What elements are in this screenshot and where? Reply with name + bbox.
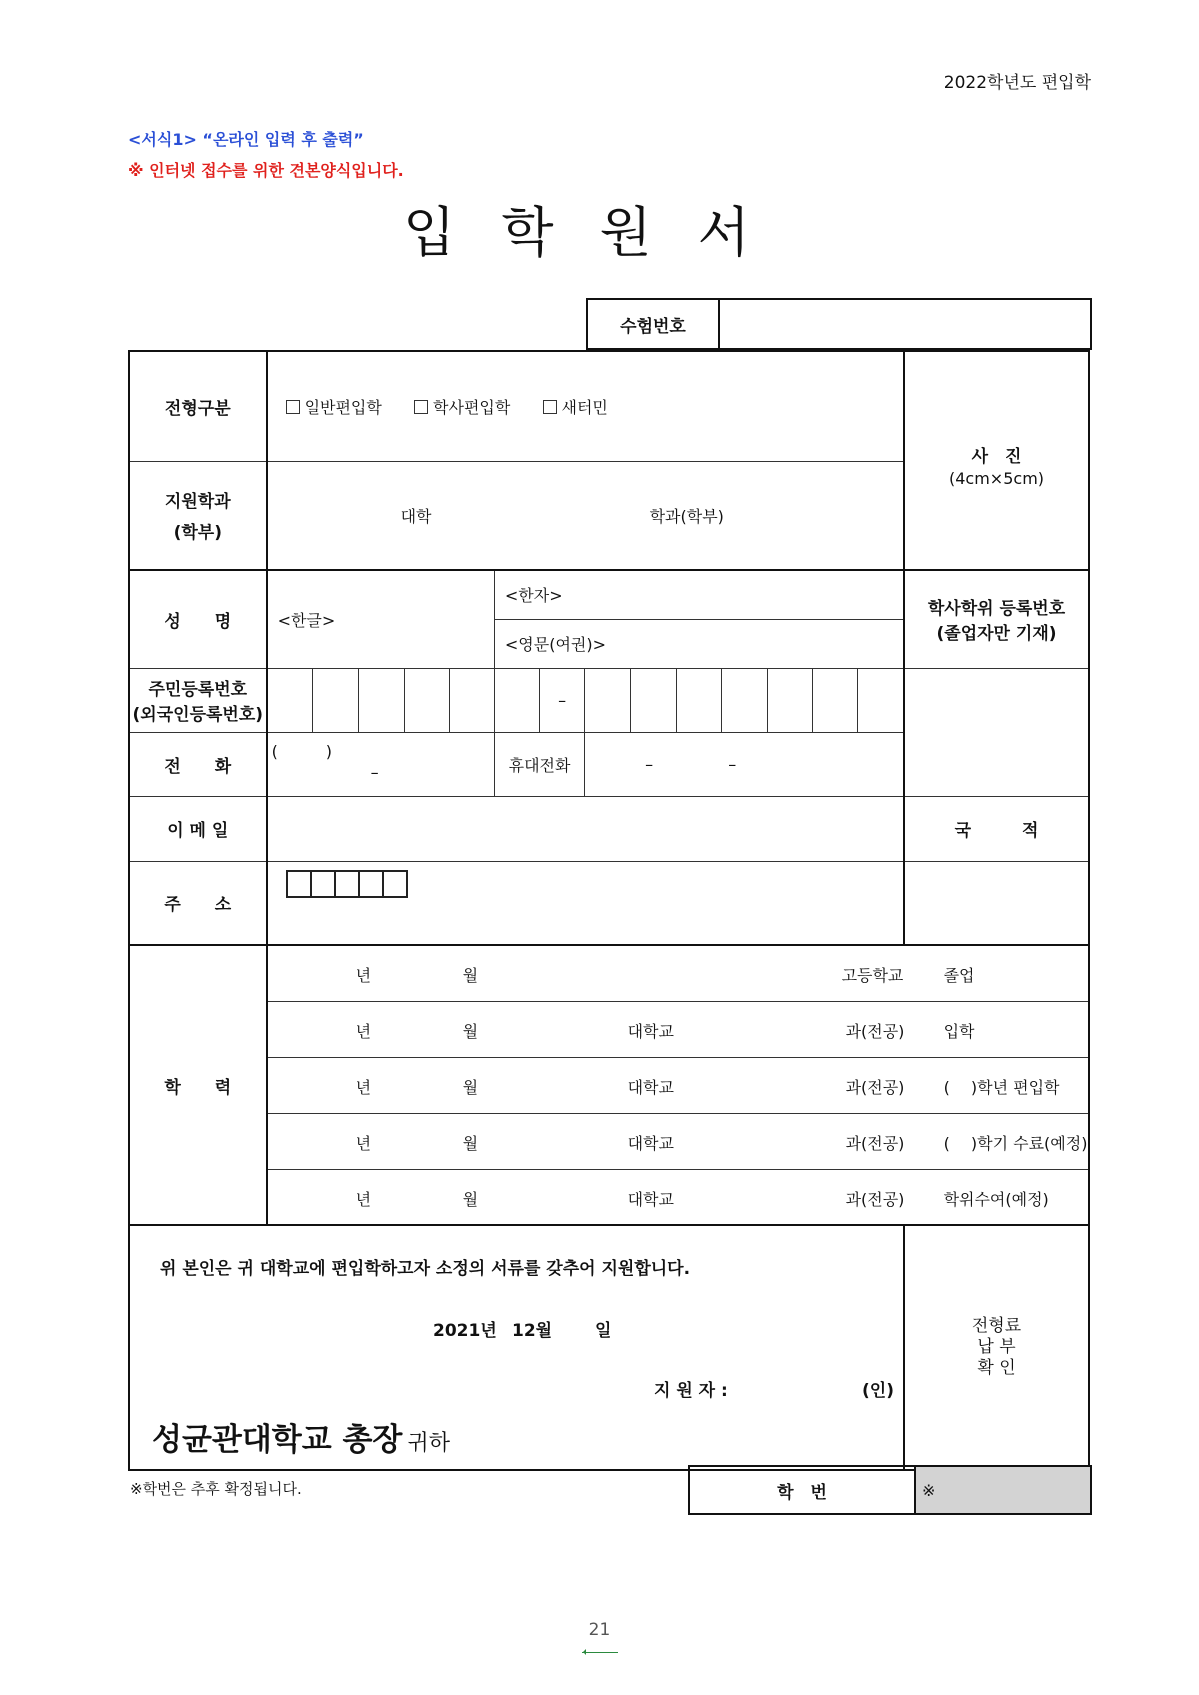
footer-note: ※학번은 추후 확정됩니다.: [130, 1480, 302, 1498]
page-marker-line: [582, 1652, 618, 1653]
education-row[interactable]: 년 월 대학교 과(전공) 입학: [267, 1001, 1089, 1057]
department-label: 지원학과 (학부): [129, 461, 267, 570]
hanja-name-field[interactable]: <한자>: [494, 570, 904, 619]
exam-number-label: 수험번호: [587, 299, 719, 349]
declaration-statement: 위 본인은 귀 대학교에 편입학하고자 소정의 서류를 갖추어 지원합니다.: [160, 1259, 691, 1279]
resident-digit[interactable]: [313, 668, 359, 732]
resident-digit[interactable]: [813, 668, 858, 732]
nationality-label: 국 적: [904, 796, 1089, 861]
education-label: 학 력: [129, 945, 267, 1225]
university-suffix: 대학: [400, 506, 432, 526]
major-suffix: 학과(학부): [649, 506, 724, 526]
resident-digit[interactable]: [721, 668, 767, 732]
resident-digit[interactable]: [676, 668, 721, 732]
english-name-field[interactable]: <영문(여권)>: [494, 619, 904, 668]
applicant-label: 지 원 자 :: [654, 1381, 728, 1401]
declaration-day: 일: [595, 1321, 612, 1341]
checkbox[interactable]: [543, 400, 557, 414]
phone-dash: –: [370, 762, 379, 782]
resident-digit[interactable]: [449, 668, 494, 732]
degree-registration-label: 학사학위 등록번호 (졸업자만 기재): [904, 570, 1089, 668]
checkbox[interactable]: [286, 400, 300, 414]
student-number-table: [688, 1465, 1092, 1515]
resident-digit[interactable]: [494, 668, 539, 732]
bachelor-transfer-option[interactable]: 학사편입학: [414, 398, 510, 417]
resident-digit[interactable]: [359, 668, 404, 732]
phone-field[interactable]: [267, 732, 495, 796]
declaration-block: [129, 1225, 904, 1470]
checkbox[interactable]: [414, 400, 428, 414]
addressee: 성균관대학교 총장 귀하: [152, 1422, 450, 1458]
email-field[interactable]: [267, 796, 904, 861]
korean-name-field[interactable]: <한글>: [267, 570, 495, 668]
resident-digit[interactable]: [404, 668, 449, 732]
selection-type-label: 전형구분: [129, 351, 267, 461]
address-label: 주 소: [129, 861, 267, 945]
application-form-table: [128, 350, 1090, 1471]
resident-digit[interactable]: [267, 668, 313, 732]
name-label: 성 명: [129, 570, 267, 668]
page-number: 21: [588, 1620, 611, 1640]
resident-digit[interactable]: [858, 668, 904, 732]
seal-label: (인): [862, 1381, 894, 1401]
internet-sample-note: ※ 인터넷 접수를 위한 견본양식입니다.: [128, 161, 404, 180]
student-number-field: ※: [915, 1466, 1091, 1514]
education-row[interactable]: 년 월 고등학교 졸업: [267, 945, 1089, 1001]
defector-option[interactable]: 새터민: [543, 398, 608, 417]
phone-label: 전 화: [129, 732, 267, 796]
resident-dash: –: [540, 668, 585, 732]
mobile-dash: –: [728, 754, 737, 774]
header-year-label: 2022학년도 편입학: [943, 73, 1091, 93]
declaration-month: 12월: [512, 1321, 553, 1341]
resident-digit[interactable]: [585, 668, 631, 732]
postal-code-boxes[interactable]: [286, 883, 406, 902]
photo-cell: [904, 351, 1089, 570]
general-transfer-option[interactable]: 일반편입학: [286, 398, 382, 417]
selection-type-options: [267, 351, 904, 461]
exam-number-table: [586, 298, 1092, 350]
photo-size: (4cm×5cm): [949, 469, 1045, 488]
fee-confirmation-cell: 전형료 납 부 확 인: [904, 1225, 1089, 1470]
declaration-year: 2021년: [433, 1321, 497, 1341]
education-row[interactable]: 년 월 대학교 과(전공) ( )학기 수료(예정): [267, 1113, 1089, 1169]
mobile-dash: –: [645, 754, 654, 774]
resident-digit[interactable]: [767, 668, 812, 732]
department-field[interactable]: [267, 461, 904, 570]
form-note: <서식1> “온라인 입력 후 출력”: [128, 130, 364, 149]
nationality-field[interactable]: [904, 861, 1089, 945]
student-number-label: 학 번: [689, 1466, 915, 1514]
email-label: 이 메 일: [129, 796, 267, 861]
mobile-field[interactable]: [585, 732, 904, 796]
resident-digit[interactable]: [631, 668, 676, 732]
mobile-label: 휴대전화: [494, 732, 584, 796]
area-code-paren: ( ): [271, 741, 333, 761]
exam-number-field[interactable]: [719, 299, 1091, 349]
resident-number-label: 주민등록번호 (외국인등록번호): [129, 668, 267, 732]
photo-label: 사 진: [971, 447, 1022, 467]
degree-registration-field[interactable]: [904, 668, 1089, 796]
address-field[interactable]: [267, 861, 904, 945]
education-row[interactable]: 년 월 대학교 과(전공) 학위수여(예정): [267, 1169, 1089, 1225]
page-title: 입학원서: [403, 201, 796, 264]
education-row[interactable]: 년 월 대학교 과(전공) ( )학년 편입학: [267, 1057, 1089, 1113]
